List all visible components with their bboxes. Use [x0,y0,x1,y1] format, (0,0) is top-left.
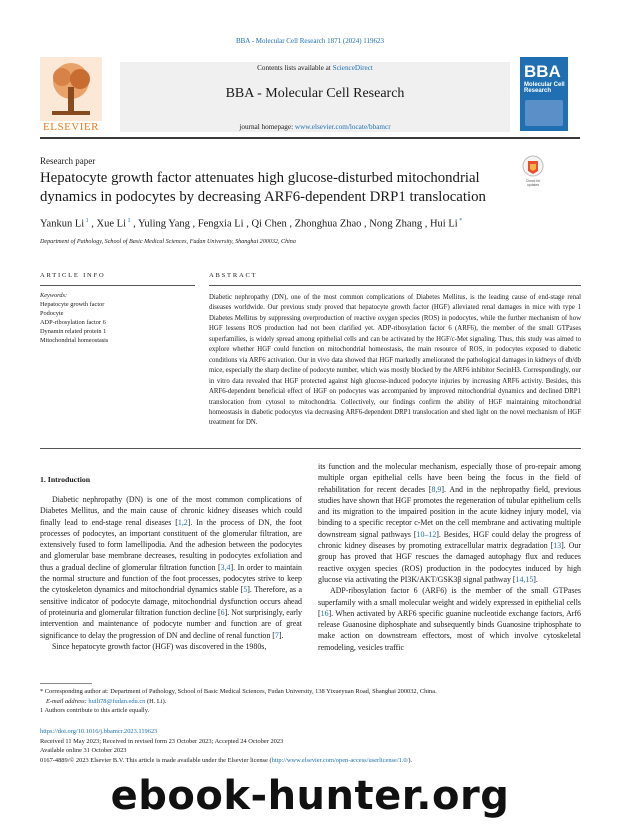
contents-line [120,64,510,72]
keyword-item: Hepatocyte growth factor [40,301,105,308]
citation-link[interactable]: 13 [553,541,562,551]
equal-contribution-note: 1 Authors contribute to this article equally. [40,707,150,715]
email-note [40,697,580,707]
author-name: Nong Zhang [369,218,423,230]
homepage-prefix: journal homepage: [239,123,295,131]
homepage-link[interactable]: www.elsevier.com/locate/bbamcr [294,123,391,131]
abstract-end-rule [40,448,581,449]
intro-paragraph: Since hepatocyte growth factor (HGF) was discovered in the 1980s, [52,641,267,651]
intro-paragraph: ADP-ribosylation factor 6 (ARF6) is the member of the small GTPases superfamily with a small molecular weight and widely expressed in epithelial cells [16]. When activated by ARF6 specific guanine nucleotide exchange factors, Arf6 release Guanosine diphosphate and subsequently binds Guanosine triphosphate to make action on downstream effectors, most of which involve cytoskeletal remodeling, vesicles traffic [318,586,581,652]
intro-paragraph: Diabetic nephropathy (DN) is one of the most common complications of Diabetes Mellitus, and the main cause of chronic kidney diseases which could finally lead to end-stage renal diseases [1,2]. In the process of DN, the foot processes of podocytes, an important constituent of the glomerular filtration, are extensively fused to form lamellipodia. And the adhesion between the podocytes and glomerular base membrane decreases, resulting in podocytes exfoliation and thus a gradual decline of glomerular filtration function [3,4]. In order to maintain the normal structure and function of the foot processes, podocytes strive to keep the cytoskeleton dynamics and mitochondrial dynamics stable [5]. Therefore, as a sensitive indicator of podocyte damage, mitochondrial dysfunction occurs ahead of proteinuria and glomerular filtration function decline [6]. Not surprisingly, early intervention and maintenance of podocyte number and function are of great significance to delay the progression of DN and decline of renal function [7]. [40,495,302,640]
cover-artwork [525,100,563,126]
citation-link[interactable]: 7 [274,630,279,640]
keywords-label: Keywords: [40,292,68,299]
article-info-heading: ARTICLE INFO [40,272,106,279]
author-name: Yuling Yang [137,218,190,230]
article-title: Hepatocyte growth factor attenuates high glucose-disturbed mitochondrial dynamics in podocytes by decreasing ARF6-dependent DRP1 translocation [40,170,486,205]
license-prefix: 0167-4889/© 2023 Elsevier B.V. This article is made available under the Elsevier license ( [40,757,272,765]
svg-text:updates: updates [526,183,540,187]
email-suffix: (H. Li). [145,697,167,705]
citation-link[interactable]: 10–12 [416,529,437,539]
sciencedirect-link[interactable]: ScienceDirect [332,64,373,72]
abstract-heading: ABSTRACT [209,272,258,279]
license-line [40,756,580,766]
citation-link[interactable]: 5 [243,585,248,595]
email-link[interactable]: huili78@fudan.edu.cn [88,697,146,705]
author-affiliation-marker[interactable]: * [457,218,463,224]
citation-link[interactable]: 6 [220,607,225,617]
corresponding-author-note: * Corresponding author at: Department of Pathology, School of Basic Medical Sciences, Fudan University, 138 Yixueyuan Road, Shanghai 200032, China. [40,688,437,695]
footnotes [40,687,580,716]
journal-name: BBA - Molecular Cell Research [225,86,405,101]
citation-link[interactable]: 8,9 [431,484,442,494]
introduction-heading: 1. Introduction [40,475,91,484]
affiliation: Department of Pathology, School of Basic Medical Sciences, Fudan University, Shanghai 200032, China [40,239,296,245]
watermark-text: ebook-hunter.org [110,773,510,819]
intro-paragraph: its function and the molecular mechanism, especially those of pro-repair among multiple organ epithelial cells have been being the focus in the field of rehabilitation for recent decades [8,9]. And in the nephropathy field, previous studies have shown that HGF promotes the regeneration of tubular epithelium cells and its migration to the impaired position in the acute kidney injury model, via binding to a specific receptor c-Met on the cell membrane and activating multiple downstream signal pathways [10–12]. Besides, HGF could delay the progress of chronic kidney diseases by promoting extracellular matrix degradation [13]. Our group has proved that HGF rescues the damaged autophagy flux and reduces reactive oxygen species (ROS) production in the podocytes induced by high glucose via activating the PI3K/AKT/GSK3β signal pathway [14,15]. [318,462,581,584]
doi-link[interactable]: https://doi.org/10.1016/j.bbamcr.2023.119623 [40,728,158,735]
author-name: Yankun Li [40,218,85,230]
keyword-item: Mitochondrial homeostasis [40,337,109,344]
author-name: Zhonghua Zhao [294,218,362,230]
elsevier-wordmark: ELSEVIER [43,121,99,133]
article-meta [40,727,580,766]
license-link[interactable]: http://www.elsevier.com/open-access/userlicense/1.0/ [271,757,409,765]
keyword-item: Dynamin related protein 1 [40,328,107,335]
abstract-rule [209,285,581,286]
author-name: Xue Li [96,218,126,230]
author-name: Qi Chen [251,218,287,230]
article-info-rule [40,285,195,286]
footnote-rule [40,683,92,684]
received-dates: Received 11 May 2023; Received in revised form 23 October 2023; Accepted 24 October 2023 [40,737,284,745]
author-affiliation-marker[interactable]: 1 [125,218,131,224]
abstract-body: Diabetic nephropathy (DN), one of the most common complications of Diabetes Mellitus, is the leading cause of end-stage renal diseases worldwide. Our previous study proved that hepatocyte growth factor (HGF) alleviated renal damages in mice with type 1 Diabetes Mellitus by suppressing overproduction of reactive oxygen species (ROS) in podocytes, while the further mechanism of how HGF lessens ROS production had not been clarified yet. ADP-ribosylation factor 6 (ARF6), the member of the small GTPases superfamilies, is widely spread among epithelial cells and can be activated by the HGF/c-Met signaling. Thus, this study was aimed to explore whether HGF could function on mitochondrial homeostasis, the main resource of ROS, in podocytes exposed to diabetic conditions via ARF6 activation. Our in vivo data showed that HGF markedly ameliorated the pathological damages in kidneys of db/db mice, especially the sharp decline of podocyte number, which was mostly blocked by the ARF6 inhibitor SecinH3. Correspondingly, our in vitro data revealed that HGF protected against high glucose-induced podocyte injuries by increasing ARF6 activity. Besides, this ARF6-dependent beneficial effect of HGF on podocytes was accompanied by improved mitochondrial dynamics and declined DRP1 translocation from cytosol to mitochondria. Collectively, our findings confirm the ability of HGF maintaining mitochondrial homeostasis in diabetic podocytes via decreasing ARF6-dependent DRP1 translocation and shed light on the novel mechanism of HGF treatment for DN. [209,294,581,427]
keyword-item: ADP-ribosylation factor 6 [40,319,106,326]
citation-link[interactable]: 14,15 [515,574,534,584]
citation-link[interactable]: 3,4 [220,562,231,572]
journal-cover-thumbnail[interactable] [520,57,568,131]
intro-right-column [318,461,581,653]
header-rule [40,137,580,139]
email-label: E-mail address: [46,697,89,705]
check-for-updates-icon[interactable] [521,155,545,187]
keyword-item: Podocyte [40,310,64,317]
cover-title: BBA [524,62,561,81]
contents-prefix: Contents lists available at [257,64,333,72]
author-list: Yankun Li $^1$ , Xue Li $^1$ , Yuling Yang , Fengxia Li , Qi Chen , Zhonghua Zhao , Nong Zhang , Hui Li * [40,218,463,230]
cover-subtitle: Molecular Cell Research [524,82,565,95]
homepage-line [120,123,510,131]
author-name: Hui Li [429,218,458,230]
citation-link[interactable]: 1,2 [177,517,188,527]
online-date: Available online 31 October 2023 [40,747,127,755]
author-name: Fengxia Li [197,218,244,230]
intro-left-column [40,494,302,652]
svg-text:Check for: Check for [525,179,541,183]
license-suffix: ). [408,757,413,765]
article-type: Research paper [40,156,96,166]
journal-citation[interactable]: BBA - Molecular Cell Research 1871 (2024) 119623 [235,37,385,45]
citation-link[interactable]: 16 [320,608,329,618]
author-affiliation-marker[interactable]: 1 [84,218,89,224]
